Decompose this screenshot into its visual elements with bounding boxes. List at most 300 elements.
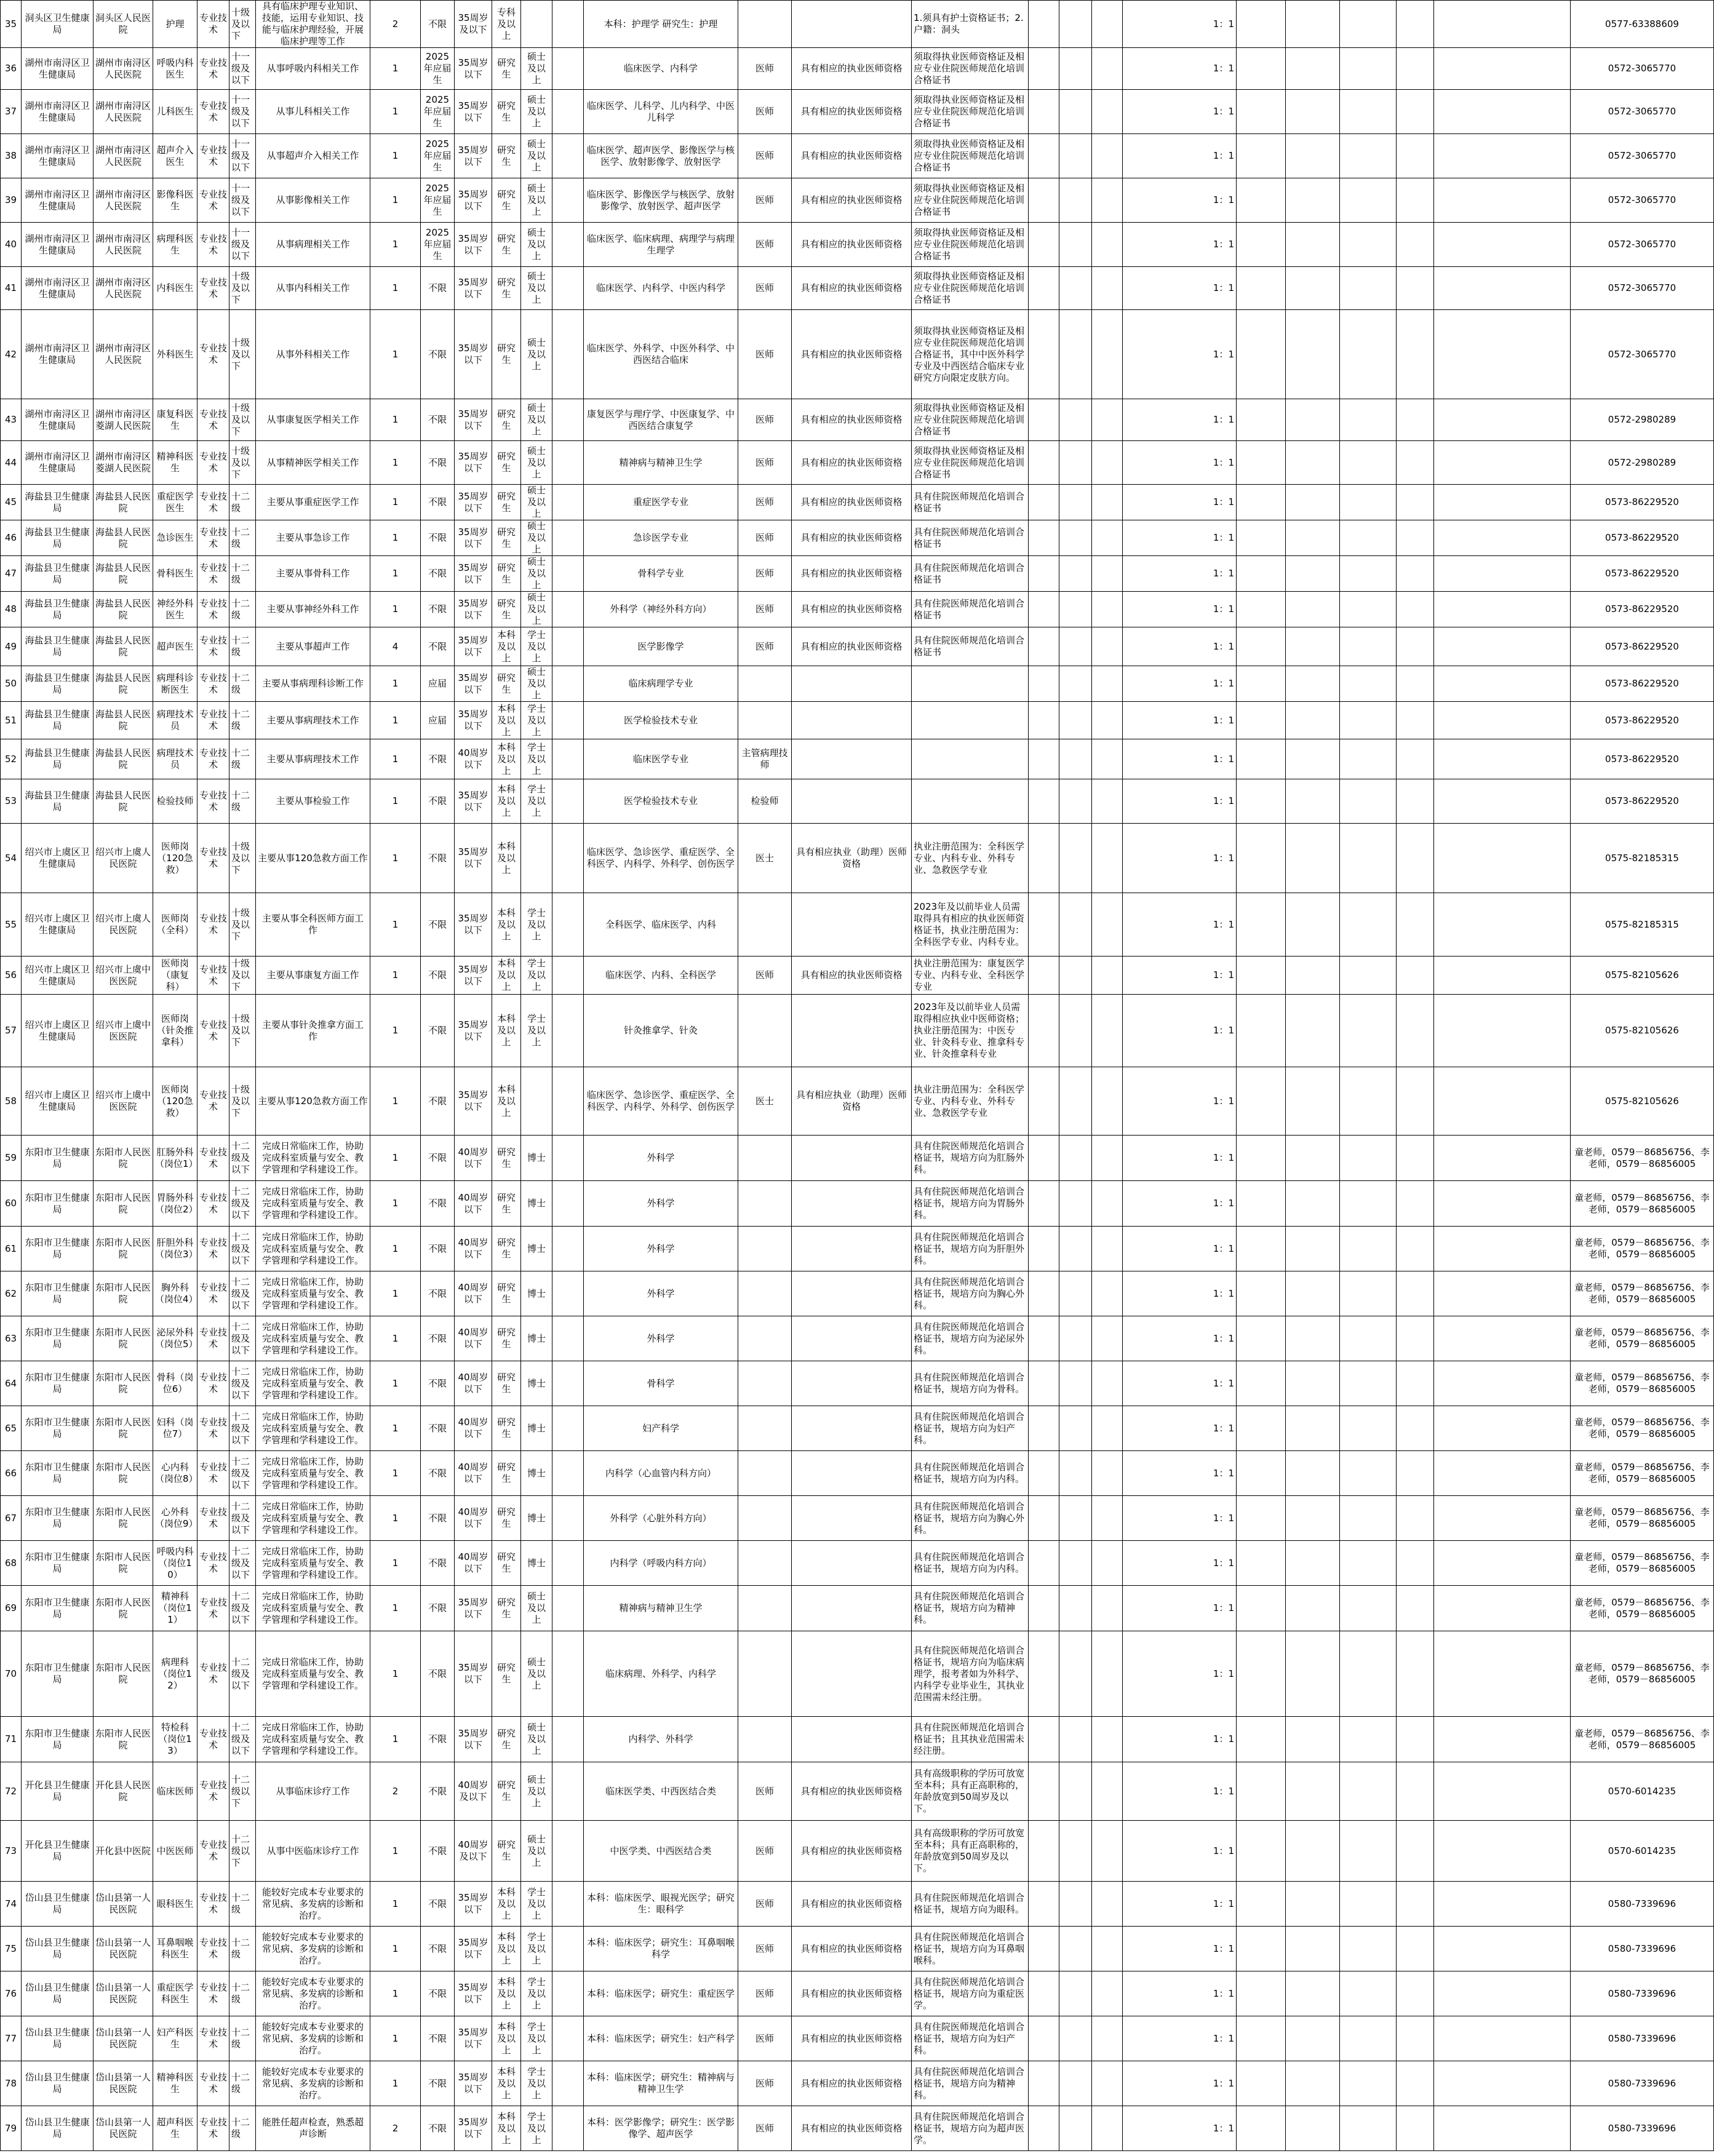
cell-degree <box>521 1067 552 1136</box>
cell-grad: 不限 <box>421 995 455 1067</box>
cell-dept: 岱山县卫生健康局 <box>22 2106 94 2151</box>
cell-blank <box>1237 1927 1286 1971</box>
cell-major: 内科学（呼吸内科方向） <box>584 1541 738 1586</box>
cell-title <box>738 702 792 739</box>
cell-blank <box>1340 1882 1397 1927</box>
cell-title: 主管病理技师 <box>738 739 792 779</box>
cell-blank <box>1237 592 1286 627</box>
cell-blank <box>1340 957 1397 995</box>
cell-blank <box>552 223 584 267</box>
cell-degree: 硕士及以上 <box>521 310 552 399</box>
cell-blank <box>1059 1882 1092 1927</box>
cell-blank <box>1237 90 1286 134</box>
cell-blank <box>552 485 584 520</box>
table-row <box>1 223 1714 267</box>
cell-unit: 绍兴市上虞人民医院 <box>94 824 153 893</box>
table-row <box>1 1316 1714 1361</box>
cell-level: 十二级及以下 <box>229 1361 256 1406</box>
cell-blank <box>1397 893 1434 957</box>
cell-phone: 童老师，0579－86856756、李老师，0579－86856005 <box>1571 1227 1714 1271</box>
cell-type: 专业技术 <box>197 592 229 627</box>
cell-dept: 湖州市南浔区卫生健康局 <box>22 399 94 441</box>
cell-unit: 东阳市人民医院 <box>94 1496 153 1541</box>
cell-phone: 0575-82105626 <box>1571 1067 1714 1136</box>
cell-blank <box>1237 1496 1286 1541</box>
cell-duty: 完成日常临床工作，协助完成科室质量与安全、教学管理和学科建设工作。 <box>256 1227 370 1271</box>
cell-blank <box>1434 485 1571 520</box>
cell-other: 具有住院医师规范化培训合格证书，规培方向为胃肠外科。 <box>912 1181 1029 1227</box>
cell-blank <box>552 134 584 178</box>
cell-blank <box>1092 1136 1123 1181</box>
cell-no: 61 <box>1 1227 22 1271</box>
cell-phone: 童老师，0579－86856756、李老师，0579－86856005 <box>1571 1631 1714 1717</box>
cell-title: 医师 <box>738 441 792 485</box>
cell-blank <box>1059 1 1092 48</box>
cell-blank <box>1059 399 1092 441</box>
cell-blank <box>1029 1821 1059 1882</box>
cell-blank <box>1286 1821 1340 1882</box>
cell-edu: 研究生 <box>492 520 521 556</box>
cell-no: 68 <box>1 1541 22 1586</box>
cell-duty: 完成日常临床工作，协助完成科室质量与安全、教学管理和学科建设工作。 <box>256 1271 370 1316</box>
cell-blank <box>1340 1 1397 48</box>
cell-count: 1 <box>370 702 421 739</box>
cell-degree: 硕士及以上 <box>521 90 552 134</box>
cell-count: 1 <box>370 739 421 779</box>
cell-blank <box>1434 223 1571 267</box>
cell-duty: 从事病理相关工作 <box>256 223 370 267</box>
cell-grad: 不限 <box>421 1496 455 1541</box>
cell-age: 35周岁以下 <box>455 267 492 310</box>
cell-phone: 0580-7339696 <box>1571 2016 1714 2061</box>
cell-blank <box>1059 666 1092 702</box>
cell-blank <box>552 702 584 739</box>
cell-phone: 童老师，0579－86856756、李老师，0579－86856005 <box>1571 1496 1714 1541</box>
table-row <box>1 2016 1714 2061</box>
cell-age: 40周岁以下 <box>455 1271 492 1316</box>
cell-post: 超声介入医生 <box>153 134 197 178</box>
cell-unit: 岱山县第一人民医院 <box>94 2061 153 2106</box>
cell-blank <box>1092 1821 1123 1882</box>
cell-type: 专业技术 <box>197 779 229 824</box>
cell-blank <box>1434 1136 1571 1181</box>
cell-ratio: 1：1 <box>1123 1631 1237 1717</box>
cell-blank <box>1237 178 1286 223</box>
cell-count: 1 <box>370 779 421 824</box>
cell-blank <box>1237 893 1286 957</box>
cell-title: 医师 <box>738 485 792 520</box>
cell-blank <box>1397 1882 1434 1927</box>
cell-title <box>738 1136 792 1181</box>
cell-blank <box>1340 1406 1397 1451</box>
cell-post: 病理科（岗位12） <box>153 1631 197 1717</box>
cell-blank <box>1059 90 1092 134</box>
cell-count: 1 <box>370 893 421 957</box>
cell-ratio: 1：1 <box>1123 223 1237 267</box>
cell-count: 1 <box>370 134 421 178</box>
cell-blank <box>1059 223 1092 267</box>
cell-dept: 东阳市卫生健康局 <box>22 1541 94 1586</box>
cell-major: 全科医学、临床医学、内科 <box>584 893 738 957</box>
cell-qual <box>792 1406 912 1451</box>
cell-blank <box>1092 1762 1123 1821</box>
cell-edu: 本科及以上 <box>492 702 521 739</box>
cell-other: 具有住院医师规范化培训合格证书，规培方向为胸心外科。 <box>912 1496 1029 1541</box>
cell-no: 79 <box>1 2106 22 2151</box>
cell-blank <box>1340 90 1397 134</box>
cell-count: 1 <box>370 1717 421 1762</box>
cell-type: 专业技术 <box>197 1821 229 1882</box>
cell-other <box>912 666 1029 702</box>
cell-unit: 海盐县人民医院 <box>94 485 153 520</box>
cell-type: 专业技术 <box>197 1496 229 1541</box>
cell-major: 精神病与精神卫生学 <box>584 1586 738 1631</box>
cell-blank <box>1286 2061 1340 2106</box>
cell-blank <box>1286 441 1340 485</box>
cell-title <box>738 1 792 48</box>
cell-major: 外科学 <box>584 1227 738 1271</box>
cell-degree: 博士 <box>521 1316 552 1361</box>
cell-type: 专业技术 <box>197 2016 229 2061</box>
cell-duty: 能较好完成本专业要求的常见病、多发病的诊断和治疗。 <box>256 2061 370 2106</box>
cell-ratio: 1：1 <box>1123 1271 1237 1316</box>
cell-blank <box>1397 1717 1434 1762</box>
cell-no: 37 <box>1 90 22 134</box>
cell-count: 1 <box>370 1227 421 1271</box>
cell-title: 医师 <box>738 1762 792 1821</box>
cell-edu: 本科及以上 <box>492 2016 521 2061</box>
cell-blank <box>1286 666 1340 702</box>
cell-count: 1 <box>370 1451 421 1496</box>
cell-no: 35 <box>1 1 22 48</box>
cell-blank <box>1397 223 1434 267</box>
cell-post: 外科医生 <box>153 310 197 399</box>
cell-blank <box>1434 267 1571 310</box>
cell-title: 医师 <box>738 223 792 267</box>
cell-dept: 湖州市南浔区卫生健康局 <box>22 178 94 223</box>
cell-blank <box>1029 399 1059 441</box>
cell-blank <box>552 399 584 441</box>
cell-unit: 湖州市南浔区人民医院 <box>94 223 153 267</box>
cell-duty: 从事内科相关工作 <box>256 267 370 310</box>
cell-blank <box>552 1406 584 1451</box>
cell-duty: 主要从事全科医师方面工作 <box>256 893 370 957</box>
cell-unit: 东阳市人民医院 <box>94 1271 153 1316</box>
cell-blank <box>1340 1717 1397 1762</box>
cell-blank <box>1397 441 1434 485</box>
cell-edu: 本科及以上 <box>492 957 521 995</box>
cell-other: 执业注册范围为：全科医学专业、内科专业、外科专业、急救医学专业 <box>912 1067 1029 1136</box>
cell-ratio: 1：1 <box>1123 627 1237 666</box>
cell-blank <box>1286 739 1340 779</box>
cell-no: 78 <box>1 2061 22 2106</box>
cell-major: 本科：临床医学；研究生：耳鼻咽喉科学 <box>584 1927 738 1971</box>
cell-qual <box>792 1181 912 1227</box>
cell-blank <box>1059 1451 1092 1496</box>
cell-dept: 东阳市卫生健康局 <box>22 1496 94 1541</box>
cell-qual <box>792 1541 912 1586</box>
cell-blank <box>1237 1227 1286 1271</box>
cell-edu: 本科及以上 <box>492 2061 521 2106</box>
cell-blank <box>1029 1227 1059 1271</box>
cell-post: 康复科医生 <box>153 399 197 441</box>
cell-blank <box>1029 824 1059 893</box>
cell-blank <box>1237 1631 1286 1717</box>
cell-blank <box>1059 178 1092 223</box>
table-row <box>1 1586 1714 1631</box>
cell-blank <box>1092 520 1123 556</box>
cell-count: 1 <box>370 1821 421 1882</box>
cell-count: 1 <box>370 957 421 995</box>
cell-blank <box>1397 1927 1434 1971</box>
cell-ratio: 1：1 <box>1123 48 1237 90</box>
cell-level: 十二级及以下 <box>229 1451 256 1496</box>
cell-age: 40周岁及以下 <box>455 1762 492 1821</box>
cell-degree: 硕士及以上 <box>521 267 552 310</box>
cell-blank <box>1092 556 1123 592</box>
cell-title: 医师 <box>738 267 792 310</box>
cell-other: 具有住院医师规范化培训合格证书 <box>912 627 1029 666</box>
cell-dept: 湖州市南浔区卫生健康局 <box>22 223 94 267</box>
cell-phone: 童老师，0579－86856756、李老师，0579－86856005 <box>1571 1586 1714 1631</box>
cell-blank <box>1434 1541 1571 1586</box>
cell-post: 特检科（岗位13） <box>153 1717 197 1762</box>
cell-qual <box>792 1316 912 1361</box>
cell-degree: 硕士及以上 <box>521 134 552 178</box>
cell-unit: 东阳市人民医院 <box>94 1361 153 1406</box>
cell-post: 呼吸内科医生 <box>153 48 197 90</box>
cell-ratio: 1：1 <box>1123 267 1237 310</box>
cell-blank <box>1092 2106 1123 2151</box>
cell-post: 医师岗（康复科） <box>153 957 197 995</box>
cell-dept: 东阳市卫生健康局 <box>22 1271 94 1316</box>
cell-degree: 硕士及以上 <box>521 1631 552 1717</box>
table-row <box>1 1361 1714 1406</box>
cell-phone: 0573-86229520 <box>1571 485 1714 520</box>
cell-other: 具有住院医师规范化培训合格证书，规培方向为超声医学。 <box>912 2106 1029 2151</box>
cell-blank <box>1092 1181 1123 1227</box>
cell-count: 1 <box>370 1971 421 2016</box>
cell-blank <box>1340 1361 1397 1406</box>
table-row <box>1 592 1714 627</box>
cell-blank <box>1059 1717 1092 1762</box>
cell-degree: 硕士及以上 <box>521 441 552 485</box>
cell-ratio: 1：1 <box>1123 556 1237 592</box>
cell-blank <box>1092 627 1123 666</box>
cell-blank <box>1059 627 1092 666</box>
cell-blank <box>1029 1586 1059 1631</box>
cell-degree: 学士及以上 <box>521 1882 552 1927</box>
cell-age: 35周岁以下 <box>455 592 492 627</box>
cell-major: 本科：医学影像学；研究生：医学影像学、超声医学 <box>584 2106 738 2151</box>
cell-unit: 东阳市人民医院 <box>94 1181 153 1227</box>
cell-blank <box>1237 556 1286 592</box>
cell-other <box>912 739 1029 779</box>
cell-phone: 0575-82185315 <box>1571 893 1714 957</box>
cell-blank <box>1029 1136 1059 1181</box>
cell-title: 医师 <box>738 2106 792 2151</box>
cell-grad: 不限 <box>421 1586 455 1631</box>
cell-blank <box>1059 1496 1092 1541</box>
table-row <box>1 520 1714 556</box>
cell-blank <box>1286 48 1340 90</box>
cell-blank <box>552 779 584 824</box>
cell-blank <box>1059 702 1092 739</box>
cell-edu: 研究生 <box>492 1271 521 1316</box>
cell-age: 35周岁以下 <box>455 2106 492 2151</box>
cell-ratio: 1：1 <box>1123 520 1237 556</box>
cell-type: 专业技术 <box>197 1067 229 1136</box>
cell-edu: 研究生 <box>492 1586 521 1631</box>
cell-blank <box>552 739 584 779</box>
cell-blank <box>1434 441 1571 485</box>
cell-dept: 岱山县卫生健康局 <box>22 2016 94 2061</box>
cell-post: 临床医师 <box>153 1762 197 1821</box>
cell-age: 40周岁及以下 <box>455 1821 492 1882</box>
cell-blank <box>1092 1361 1123 1406</box>
cell-unit: 海盐县人民医院 <box>94 779 153 824</box>
cell-blank <box>1340 1316 1397 1361</box>
cell-qual <box>792 1451 912 1496</box>
cell-blank <box>1397 1 1434 48</box>
cell-age: 35周岁以下 <box>455 2016 492 2061</box>
cell-blank <box>1340 267 1397 310</box>
cell-age: 35周岁及以下 <box>455 1 492 48</box>
cell-major: 妇产科学 <box>584 1406 738 1451</box>
table-row <box>1 310 1714 399</box>
table-row <box>1 1971 1714 2016</box>
cell-blank <box>1340 520 1397 556</box>
cell-grad: 不限 <box>421 2016 455 2061</box>
cell-age: 40周岁以下 <box>455 1181 492 1227</box>
cell-major: 本科：临床医学；研究生：妇产科学 <box>584 2016 738 2061</box>
cell-age: 35周岁以下 <box>455 1067 492 1136</box>
cell-blank <box>1237 267 1286 310</box>
cell-major: 临床医学、外科学、中医外科学、中西医结合临床 <box>584 310 738 399</box>
cell-blank <box>1059 1067 1092 1136</box>
cell-blank <box>1286 1406 1340 1451</box>
cell-edu: 研究生 <box>492 1821 521 1882</box>
cell-blank <box>1340 1821 1397 1882</box>
cell-level: 十二级 <box>229 1927 256 1971</box>
cell-ratio: 1：1 <box>1123 399 1237 441</box>
cell-edu: 研究生 <box>492 1361 521 1406</box>
cell-blank <box>1434 893 1571 957</box>
cell-other: 具有住院医师规范化培训合格证书，规培方向为精神科。 <box>912 1586 1029 1631</box>
cell-blank <box>1340 1271 1397 1316</box>
cell-blank <box>1434 627 1571 666</box>
cell-level: 十二级及以下 <box>229 1496 256 1541</box>
cell-blank <box>552 1227 584 1271</box>
table-row <box>1 1882 1714 1927</box>
cell-other: 须取得执业医师资格证及相应专业住院医师规范化培训合格证书 <box>912 441 1029 485</box>
cell-duty: 完成日常临床工作，协助完成科室质量与安全、教学管理和学科建设工作。 <box>256 1361 370 1406</box>
cell-other: 执业注册范围为：康复医学专业、内科专业、全科医学专业 <box>912 957 1029 995</box>
cell-post: 急诊医生 <box>153 520 197 556</box>
cell-blank <box>1092 1717 1123 1762</box>
cell-blank <box>1237 485 1286 520</box>
cell-major: 本科：临床医学；研究生：精神病与精神卫生学 <box>584 2061 738 2106</box>
cell-blank <box>1029 1 1059 48</box>
cell-blank <box>1092 267 1123 310</box>
cell-degree: 硕士及以上 <box>521 223 552 267</box>
cell-major: 外科学 <box>584 1316 738 1361</box>
table-row <box>1 1136 1714 1181</box>
cell-blank <box>1237 223 1286 267</box>
cell-post: 病理技术员 <box>153 702 197 739</box>
cell-level: 十二级以下 <box>229 1821 256 1882</box>
cell-phone: 0580-7339696 <box>1571 1882 1714 1927</box>
cell-age: 35周岁以下 <box>455 399 492 441</box>
cell-edu: 专科及以上 <box>492 1 521 48</box>
cell-blank <box>552 178 584 223</box>
cell-ratio: 1：1 <box>1123 995 1237 1067</box>
cell-type: 专业技术 <box>197 1762 229 1821</box>
table-row <box>1 1067 1714 1136</box>
cell-no: 41 <box>1 267 22 310</box>
cell-qual: 具有相应的执业医师资格 <box>792 310 912 399</box>
cell-blank <box>1092 223 1123 267</box>
cell-blank <box>1434 2106 1571 2151</box>
cell-blank <box>1059 310 1092 399</box>
cell-blank <box>1059 520 1092 556</box>
cell-qual <box>792 666 912 702</box>
cell-no: 43 <box>1 399 22 441</box>
cell-no: 71 <box>1 1717 22 1762</box>
cell-grad: 不限 <box>421 1821 455 1882</box>
cell-no: 50 <box>1 666 22 702</box>
cell-phone: 童老师，0579－86856756、李老师，0579－86856005 <box>1571 1181 1714 1227</box>
cell-blank <box>1237 1586 1286 1631</box>
cell-ratio: 1：1 <box>1123 592 1237 627</box>
cell-major: 外科学 <box>584 1136 738 1181</box>
cell-major: 外科学（心脏外科方向） <box>584 1496 738 1541</box>
cell-degree: 学士及以上 <box>521 2061 552 2106</box>
cell-duty: 完成日常临床工作，协助完成科室质量与安全、教学管理和学科建设工作。 <box>256 1316 370 1361</box>
cell-blank <box>1286 1586 1340 1631</box>
cell-count: 1 <box>370 2061 421 2106</box>
cell-count: 1 <box>370 485 421 520</box>
cell-major: 临床病理、外科学、内科学 <box>584 1631 738 1717</box>
cell-ratio: 1：1 <box>1123 779 1237 824</box>
cell-blank <box>1434 310 1571 399</box>
cell-blank <box>1237 739 1286 779</box>
table-row <box>1 1451 1714 1496</box>
cell-blank <box>1237 1541 1286 1586</box>
cell-qual: 具有相应的执业医师资格 <box>792 1927 912 1971</box>
cell-dept: 东阳市卫生健康局 <box>22 1181 94 1227</box>
cell-unit: 岱山县第一人民医院 <box>94 2106 153 2151</box>
cell-post: 精神科（岗位11） <box>153 1586 197 1631</box>
cell-duty: 主要从事神经外科工作 <box>256 592 370 627</box>
cell-grad: 不限 <box>421 627 455 666</box>
cell-blank <box>1092 2016 1123 2061</box>
cell-age: 35周岁以下 <box>455 1927 492 1971</box>
cell-level: 十二级及以下 <box>229 1227 256 1271</box>
cell-blank <box>552 592 584 627</box>
cell-blank <box>1286 995 1340 1067</box>
cell-blank <box>1434 1316 1571 1361</box>
cell-qual: 具有相应的执业医师资格 <box>792 90 912 134</box>
cell-blank <box>1397 666 1434 702</box>
cell-count: 2 <box>370 1 421 48</box>
cell-other: 具有住院医师规范化培训合格证书，规培方向为骨科。 <box>912 1361 1029 1406</box>
cell-blank <box>1286 223 1340 267</box>
cell-blank <box>1237 134 1286 178</box>
cell-type: 专业技术 <box>197 1406 229 1451</box>
cell-blank <box>1397 1541 1434 1586</box>
cell-ratio: 1：1 <box>1123 1496 1237 1541</box>
